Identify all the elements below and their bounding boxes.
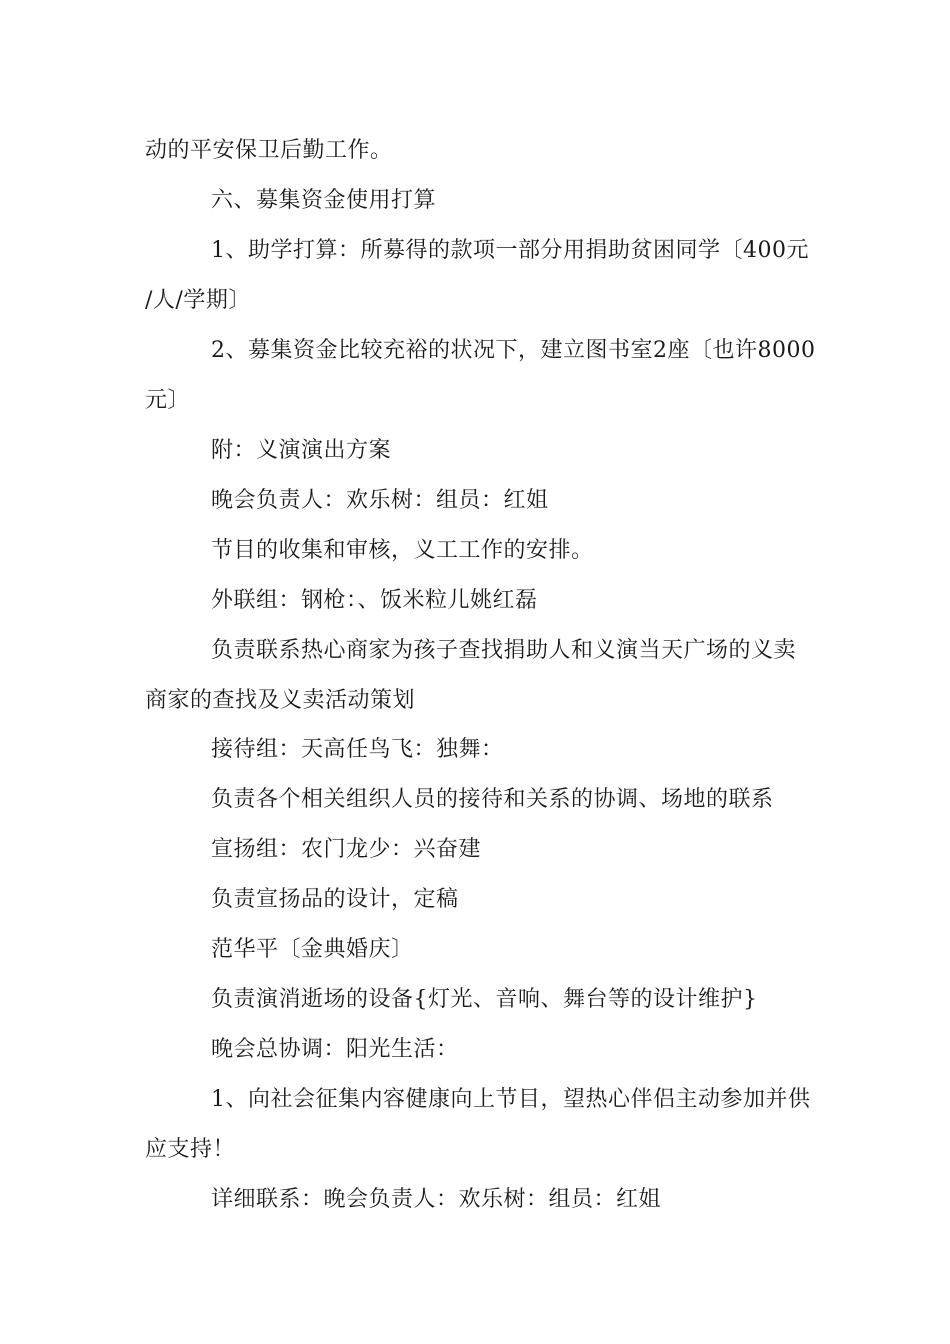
text-line: 范华平〔金典婚庆〕 [211,937,414,962]
text-line: 详细联系：晚会负责人：欢乐树：组员：红姐 [211,1187,662,1212]
text-line: 1、助学打算：所募得的款项一部分用捐助贫困同学〔400元 [211,238,809,263]
text-line: 外联组：钢枪：、饭米粒儿姚红磊 [211,588,538,613]
text-line: 元〕 [145,388,191,413]
text-line: 负责宣扬品的设计，定稿 [211,887,459,912]
text-line: 附：义演演出方案 [211,438,392,463]
text-line: 2、募集资金比较充裕的状况下，建立图书室2座〔也许8000 [211,338,816,363]
text-line: 动的平安保卫后勤工作。 [145,138,393,163]
text-line: 负责联系热心商家为孩子查找捐助人和义演当天广场的义卖 [211,638,797,663]
text-line: 晚会总协调：阳光生活： [211,1037,459,1062]
text-line: 应支持！ [145,1137,236,1162]
section-heading: 六、募集资金使用打算 [211,188,437,213]
text-line: 晚会负责人：欢乐树：组员：红姐 [211,488,549,513]
text-line: 负责演消逝场的设备{灯光、音响、舞台等的设计维护} [211,987,758,1012]
text-line: 商家的查找及义卖活动策划 [145,688,416,713]
text-line: 节目的收集和审核，义工工作的安排。 [211,538,594,563]
text-line: /人/学期〕 [145,288,251,313]
text-line: 接待组：天高任鸟飞：独舞： [211,737,504,762]
text-line: 宣扬组：农门龙少：兴奋建 [211,837,482,862]
text-line: 负责各个相关组织人员的接待和关系的协调、场地的联系 [211,787,774,812]
text-line: 1、向社会征集内容健康向上节目，望热心伴侣主动参加并供 [211,1087,811,1112]
